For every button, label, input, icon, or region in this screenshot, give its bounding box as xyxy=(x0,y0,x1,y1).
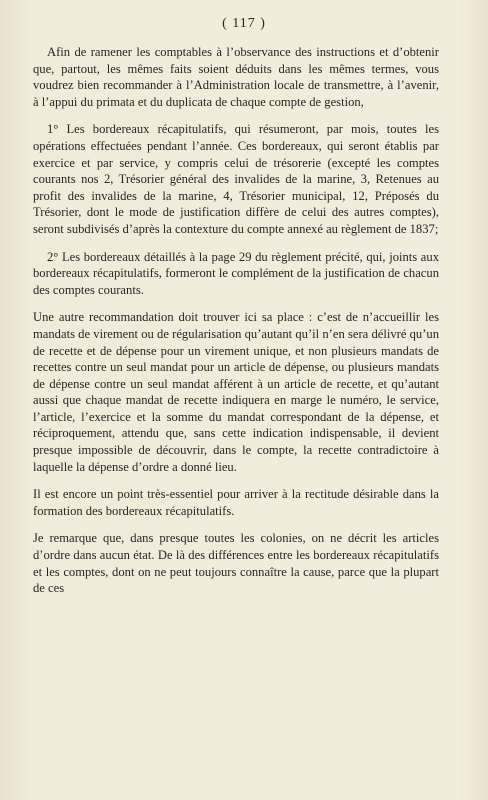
paragraph-5: Il est encore un point très-essentiel pour arriver à la rectitude désirable dans la formation des bordereaux récapitulatifs. xyxy=(33,487,439,518)
paragraph-4: Une autre recommandation doit trouver ici sa place : c’est de n’accueillir les mandats de virement ou de régularisation qu’autant qu’il n’en sera délivré qu’un de recette et de dépense pour un virement unique, et non plusieurs mandats de recettes contre un seul mandat pour un article de dépense, ou plusieurs mandats de dépense contre un seul mandat afférent à un article de recette, et qu’autant aussi que chaque mandat de recette indiquera en marge le numéro, le service, l’article, l’exercice et la somme du mandat correspondant de la dépense, et réciproquement, attendu que, sans cette indication indispensable, il devient presque impossible de découvrir, dans le compte, la recette contradictoire à laquelle la dépense d’ordre a donné lieu. xyxy=(33,310,439,474)
paragraph-6: Je remarque que, dans presque toutes les colonies, on ne décrit les articles d’ordre dans aucun état. De là des différences entre les bordereaux récapitulatifs et les comptes, dont on ne peut toujours connaître la cause, parce que la plupart de ces xyxy=(33,531,439,596)
page-number: ( 117 ) xyxy=(222,16,266,31)
paragraph-2: 1° Les bordereaux récapitulatifs, qui résumeront, par mois, toutes les opérations effectuées pendant l’année. Ces bordereaux, qui seront établis par exercice et par service, y compris celui de trésorerie (excepté les comptes courants nos 2, Trésorier général des invalides de la marine, 3, Retenues au profit des invalides de la marine, 4, Trésorier municipal, 12, Préposés du Trésorier, dont le mode de justification diffère de celui des autres comptes), seront subdivisés d’après la contexture du compte annexé au règlement de 1837; xyxy=(33,122,439,236)
paragraph-3: 2° Les bordereaux détaillés à la page 29 du règlement précité, qui, joints aux bordereaux récapitulatifs, formeront le complément de la justification de chacun des comptes courants. xyxy=(33,249,439,297)
paragraph-1: Afin de ramener les comptables à l’observance des instructions et d’obtenir que, partout, les mêmes faits soient déduits dans les mêmes termes, vous voudrez bien recommander à l’Administration locale de transmettre, à l’avenir, à l’appui du primata et du duplicata de chaque compte de gestion, xyxy=(33,45,439,109)
body-text xyxy=(33,44,439,597)
